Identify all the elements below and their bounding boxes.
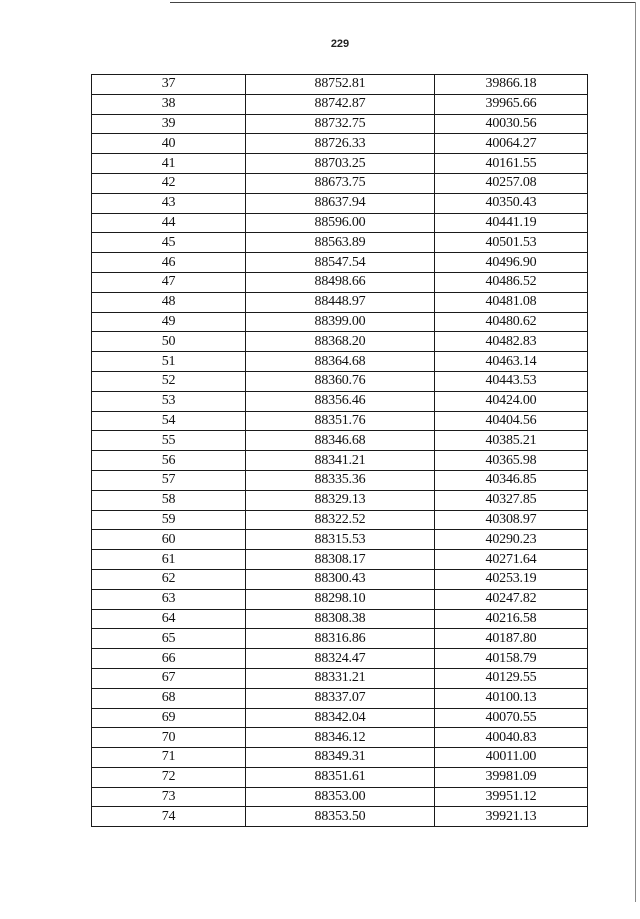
table-row [92, 629, 588, 649]
x-coordinate-cell: 88368.20 [246, 332, 435, 352]
y-coordinate-cell: 40480.62 [435, 312, 588, 332]
table-row [92, 154, 588, 174]
point-number-cell: 59 [92, 510, 246, 530]
x-coordinate-cell: 88300.43 [246, 569, 435, 589]
y-coordinate-cell: 39965.66 [435, 94, 588, 114]
x-coordinate-cell: 88351.76 [246, 411, 435, 431]
table-row [92, 134, 588, 154]
x-coordinate-cell: 88726.33 [246, 134, 435, 154]
table-row [92, 332, 588, 352]
top-border-line [170, 2, 635, 3]
y-coordinate-cell: 40187.80 [435, 629, 588, 649]
y-coordinate-cell: 40501.53 [435, 233, 588, 253]
y-coordinate-cell: 39866.18 [435, 75, 588, 95]
y-coordinate-cell: 40271.64 [435, 550, 588, 570]
x-coordinate-cell: 88329.13 [246, 490, 435, 510]
x-coordinate-cell: 88298.10 [246, 589, 435, 609]
y-coordinate-cell: 40011.00 [435, 748, 588, 768]
x-coordinate-cell: 88360.76 [246, 371, 435, 391]
y-coordinate-cell: 40350.43 [435, 193, 588, 213]
table-row [92, 233, 588, 253]
table-row [92, 668, 588, 688]
y-coordinate-cell: 40253.19 [435, 569, 588, 589]
point-number-cell: 37 [92, 75, 246, 95]
x-coordinate-cell: 88353.00 [246, 787, 435, 807]
y-coordinate-cell: 40257.08 [435, 173, 588, 193]
x-coordinate-cell: 88637.94 [246, 193, 435, 213]
point-number-cell: 68 [92, 688, 246, 708]
x-coordinate-cell: 88331.21 [246, 668, 435, 688]
y-coordinate-cell: 40441.19 [435, 213, 588, 233]
y-coordinate-cell: 40424.00 [435, 391, 588, 411]
x-coordinate-cell: 88353.50 [246, 807, 435, 827]
point-number-cell: 56 [92, 451, 246, 471]
y-coordinate-cell: 40100.13 [435, 688, 588, 708]
table-row [92, 510, 588, 530]
table-row [92, 728, 588, 748]
table-row [92, 75, 588, 95]
point-number-cell: 63 [92, 589, 246, 609]
point-number-cell: 53 [92, 391, 246, 411]
y-coordinate-cell: 40030.56 [435, 114, 588, 134]
point-number-cell: 65 [92, 629, 246, 649]
x-coordinate-cell: 88342.04 [246, 708, 435, 728]
x-coordinate-cell: 88673.75 [246, 173, 435, 193]
x-coordinate-cell: 88349.31 [246, 748, 435, 768]
y-coordinate-cell: 40496.90 [435, 253, 588, 273]
point-number-cell: 54 [92, 411, 246, 431]
x-coordinate-cell: 88547.54 [246, 253, 435, 273]
table-row [92, 767, 588, 787]
x-coordinate-cell: 88563.89 [246, 233, 435, 253]
y-coordinate-cell: 40070.55 [435, 708, 588, 728]
point-number-cell: 50 [92, 332, 246, 352]
coordinate-table [91, 74, 588, 827]
table-row [92, 530, 588, 550]
table-row [92, 649, 588, 669]
point-number-cell: 69 [92, 708, 246, 728]
point-number-cell: 70 [92, 728, 246, 748]
point-number-cell: 62 [92, 569, 246, 589]
x-coordinate-cell: 88364.68 [246, 352, 435, 372]
x-coordinate-cell: 88316.86 [246, 629, 435, 649]
table-row [92, 490, 588, 510]
y-coordinate-cell: 40486.52 [435, 272, 588, 292]
x-coordinate-cell: 88732.75 [246, 114, 435, 134]
x-coordinate-cell: 88346.12 [246, 728, 435, 748]
table-row [92, 371, 588, 391]
table-row [92, 391, 588, 411]
point-number-cell: 40 [92, 134, 246, 154]
table-row [92, 272, 588, 292]
x-coordinate-cell: 88742.87 [246, 94, 435, 114]
point-number-cell: 43 [92, 193, 246, 213]
point-number-cell: 67 [92, 668, 246, 688]
point-number-cell: 46 [92, 253, 246, 273]
right-border-line [635, 2, 636, 902]
x-coordinate-cell: 88596.00 [246, 213, 435, 233]
x-coordinate-cell: 88308.17 [246, 550, 435, 570]
point-number-cell: 52 [92, 371, 246, 391]
point-number-cell: 49 [92, 312, 246, 332]
x-coordinate-cell: 88448.97 [246, 292, 435, 312]
y-coordinate-cell: 40129.55 [435, 668, 588, 688]
point-number-cell: 47 [92, 272, 246, 292]
table-row [92, 569, 588, 589]
y-coordinate-cell: 39981.09 [435, 767, 588, 787]
y-coordinate-cell: 40443.53 [435, 371, 588, 391]
table-row [92, 451, 588, 471]
point-number-cell: 45 [92, 233, 246, 253]
point-number-cell: 60 [92, 530, 246, 550]
x-coordinate-cell: 88337.07 [246, 688, 435, 708]
point-number-cell: 72 [92, 767, 246, 787]
table-row [92, 550, 588, 570]
y-coordinate-cell: 40064.27 [435, 134, 588, 154]
y-coordinate-cell: 40158.79 [435, 649, 588, 669]
y-coordinate-cell: 40040.83 [435, 728, 588, 748]
x-coordinate-cell: 88498.66 [246, 272, 435, 292]
table-row [92, 807, 588, 827]
table-row [92, 411, 588, 431]
y-coordinate-cell: 40216.58 [435, 609, 588, 629]
y-coordinate-cell: 40385.21 [435, 431, 588, 451]
y-coordinate-cell: 39951.12 [435, 787, 588, 807]
table-row [92, 787, 588, 807]
y-coordinate-cell: 40346.85 [435, 470, 588, 490]
point-number-cell: 39 [92, 114, 246, 134]
y-coordinate-cell: 40247.82 [435, 589, 588, 609]
x-coordinate-cell: 88341.21 [246, 451, 435, 471]
table-row [92, 193, 588, 213]
point-number-cell: 74 [92, 807, 246, 827]
table-row [92, 431, 588, 451]
point-number-cell: 41 [92, 154, 246, 174]
point-number-cell: 73 [92, 787, 246, 807]
table-row [92, 213, 588, 233]
point-number-cell: 61 [92, 550, 246, 570]
x-coordinate-cell: 88315.53 [246, 530, 435, 550]
table-row [92, 748, 588, 768]
x-coordinate-cell: 88322.52 [246, 510, 435, 530]
y-coordinate-cell: 40327.85 [435, 490, 588, 510]
table-row [92, 589, 588, 609]
x-coordinate-cell: 88399.00 [246, 312, 435, 332]
point-number-cell: 44 [92, 213, 246, 233]
table-row [92, 609, 588, 629]
x-coordinate-cell: 88356.46 [246, 391, 435, 411]
table-row [92, 292, 588, 312]
y-coordinate-cell: 40482.83 [435, 332, 588, 352]
coordinate-table-body [92, 75, 588, 827]
table-row [92, 173, 588, 193]
point-number-cell: 57 [92, 470, 246, 490]
table-row [92, 312, 588, 332]
y-coordinate-cell: 39921.13 [435, 807, 588, 827]
table-row [92, 352, 588, 372]
point-number-cell: 66 [92, 649, 246, 669]
point-number-cell: 42 [92, 173, 246, 193]
table-row [92, 94, 588, 114]
table-row [92, 470, 588, 490]
table-row [92, 708, 588, 728]
table-row [92, 688, 588, 708]
y-coordinate-cell: 40290.23 [435, 530, 588, 550]
y-coordinate-cell: 40308.97 [435, 510, 588, 530]
x-coordinate-cell: 88703.25 [246, 154, 435, 174]
y-coordinate-cell: 40161.55 [435, 154, 588, 174]
point-number-cell: 38 [92, 94, 246, 114]
point-number-cell: 48 [92, 292, 246, 312]
y-coordinate-cell: 40404.56 [435, 411, 588, 431]
x-coordinate-cell: 88308.38 [246, 609, 435, 629]
page-number: 229 [330, 38, 350, 50]
x-coordinate-cell: 88346.68 [246, 431, 435, 451]
y-coordinate-cell: 40481.08 [435, 292, 588, 312]
y-coordinate-cell: 40463.14 [435, 352, 588, 372]
y-coordinate-cell: 40365.98 [435, 451, 588, 471]
point-number-cell: 58 [92, 490, 246, 510]
table-row [92, 114, 588, 134]
point-number-cell: 64 [92, 609, 246, 629]
x-coordinate-cell: 88351.61 [246, 767, 435, 787]
point-number-cell: 51 [92, 352, 246, 372]
x-coordinate-cell: 88324.47 [246, 649, 435, 669]
x-coordinate-cell: 88335.36 [246, 470, 435, 490]
x-coordinate-cell: 88752.81 [246, 75, 435, 95]
point-number-cell: 71 [92, 748, 246, 768]
table-row [92, 253, 588, 273]
point-number-cell: 55 [92, 431, 246, 451]
